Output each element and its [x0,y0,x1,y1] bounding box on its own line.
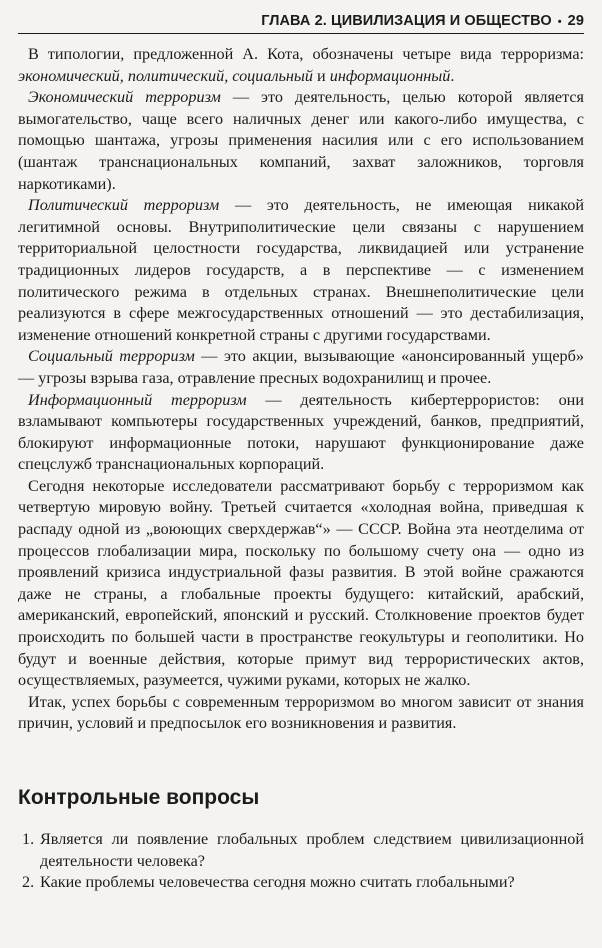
term-political: Политический терроризм [28,196,220,215]
main-text [18,44,584,735]
paragraph-information: Информационный терроризм — деятельность кибертеррористов: они взламывают компьютеры государственных учреждений, банков, предприятий, блокируют информационные потоки, нарушают функционирование даже спецслужб транснациональных корпораций. [18,390,584,474]
question-number: 1. [22,830,35,848]
running-header [18,0,584,34]
question-item [18,829,584,872]
paragraph-political: Политический терроризм — это деятельность, не имеющая никакой легитимной основы. Внутриполитические цели связаны с нарушением территориальной целостности государства, ликвидацией или устранение традиционных лидеров государств, а в перспективе — с изменением политического режима в отдельных странах. Внешнеполитические цели реализуются в сфере межгосударственных отношений — это дестабилизация, изменение отношений конкретной страны с другими государствами. [18,196,584,344]
paragraph-social: Социальный терроризм — это акции, вызывающие «анонсированный ущерб» — угрозы взрыва газа, отравление пресных водохранилищ и прочее. [18,347,584,387]
question-text: Какие проблемы человечества сегодня можно считать глобальными? [40,873,515,892]
question-item [18,872,584,894]
paragraph-economic: Экономический терроризм — это деятельность, целью которой является вымогательство, чаще всего наличных денег или какого-либо имущества, с помощью шантажа, угрозы применения насилия или с его использованием (шантаж транснациональных компаний, захват заложников, торговля наркотиками). [18,88,584,193]
italic-term-last: информационный [329,66,451,85]
questions-list [18,829,584,894]
paragraph-conclusion: Итак, успех борьбы с современным терроризмом во многом зависит от знания причин, условий и предпосылок его возникновения и развития. [18,692,584,733]
term-information: Информационный терроризм [28,390,247,409]
paragraph-world-war: Сегодня некоторые исследователи рассматривают борьбу с терроризмом как четвертую мировую войну. Третьей считается «холодная война, приведшая к распаду одной из „воюющих сверхдержав“» — СССР. Война эта неотделима от процессов глобализации мира, поскольку по большому счету она — одно из проявлений кризиса индустриальной фазы развития. В этой войне сражаются даже не страны, а глобальные проекты будущего: китайский, арабский, американский, европейский, японский и русский. Столкновение проектов будет происходить по большей части в пространстве геокультуры и геополитики. Но будут и военные действия, которые примут вид террористических актов, осуществляемых, разумеется, чужими руками, которых не жалко. [18,476,584,690]
page-number: 29 [567,13,584,29]
chapter-title: ГЛАВА 2. ЦИВИЛИЗАЦИЯ И ОБЩЕСТВО [261,13,552,29]
question-number: 2. [22,873,35,892]
term-economic: Экономический терроризм [28,88,221,107]
term-social: Социальный терроризм [28,347,195,366]
italic-terms: экономический, политический, социальный [18,66,313,85]
section-title: Контрольные вопросы [18,786,260,809]
question-text: Является ли появление глобальных проблем следствием цивилизационной деятельности человека? [40,830,584,870]
paragraph-typology: В типологии, предложенной А. Кота, обозначены четыре вида терроризма: экономический, политический, социальный и информационный. [18,45,584,85]
bullet-separator: • [557,16,562,28]
